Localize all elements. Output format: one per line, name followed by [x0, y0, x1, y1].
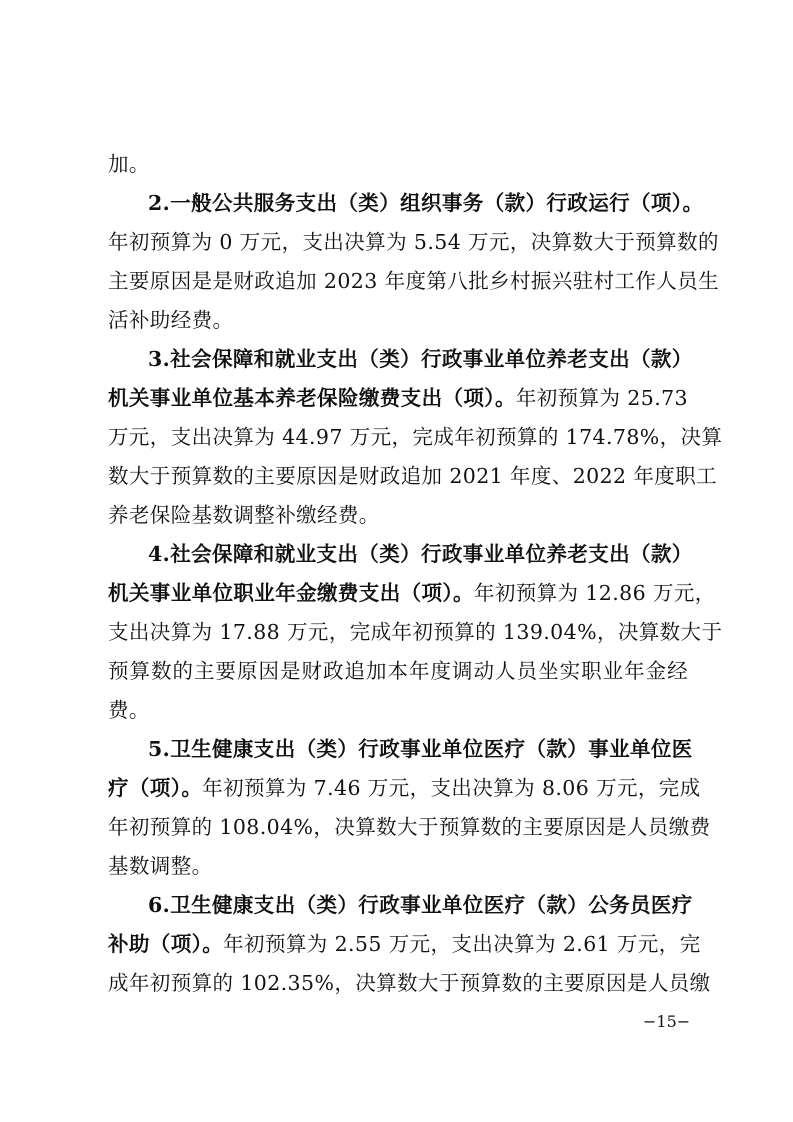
text-line [108, 383, 688, 413]
text-line: 基数调整。 [108, 854, 213, 878]
text-line: 加。 [108, 152, 150, 176]
text-line: 数大于预算数的主要原因是财政追加 2021 年度、2022 年度职工 [108, 464, 717, 488]
section-heading: 4.社会保障和就业支出（类）行政事业单位养老支出（款） [148, 542, 693, 566]
section-heading: 2.一般公共服务支出（类）组织事务（款）行政运行（项）。 [148, 191, 704, 215]
section-heading-continued: 机关事业单位基本养老保险缴费支出（项）。 [108, 386, 516, 410]
text-span: 年初预算为 2.55 万元，支出决算为 2.61 万元，完 [223, 932, 701, 956]
text-line: 费。 [108, 698, 150, 722]
text-line [108, 578, 716, 608]
section-heading: 3.社会保障和就业支出（类）行政事业单位养老支出（款） [148, 347, 693, 371]
page-number: −15− [643, 1012, 691, 1031]
text-line: 养老保险基数调整补缴经费。 [108, 503, 380, 527]
text-line: 主要原因是是财政追加 2023 年度第八批乡村振兴驻村工作人员生 [108, 269, 720, 293]
section-heading-continued: 疗（项）。 [108, 776, 203, 800]
section-heading: 6.卫生健康支出（类）行政事业单位医疗（款）公务员医疗 [148, 893, 693, 917]
text-line: 年初预算的 108.04%，决算数大于预算数的主要原因是人员缴费 [108, 815, 711, 839]
text-span: 年初预算为 7.46 万元，支出决算为 8.06 万元，完成 [202, 776, 701, 800]
text-line [108, 773, 701, 803]
text-line: 万元，支出决算为 44.97 万元，完成年初预算的 174.78%，决算 [108, 425, 723, 449]
text-span: 年初预算为 12.86 万元， [473, 581, 716, 605]
text-line: 支出决算为 17.88 万元，完成年初预算的 139.04%，决算数大于 [108, 620, 723, 644]
text-span: 年初预算为 25.73 [515, 386, 688, 410]
text-line [108, 929, 701, 959]
section-heading-continued: 补助（项）。 [108, 932, 224, 956]
text-line: 年初预算为 0 万元，支出决算为 5.54 万元，决算数大于预算数的 [108, 230, 719, 254]
section-heading: 5.卫生健康支出（类）行政事业单位医疗（款）事业单位医 [148, 737, 693, 761]
text-line: 活补助经费。 [108, 308, 234, 332]
text-line: 预算数的主要原因是财政追加本年度调动人员坐实职业年金经 [108, 659, 688, 683]
section-heading-continued: 机关事业单位职业年金缴费支出（项）。 [108, 581, 474, 605]
text-line: 成年初预算的 102.35%，决算数大于预算数的主要原因是人员缴 [108, 971, 711, 995]
